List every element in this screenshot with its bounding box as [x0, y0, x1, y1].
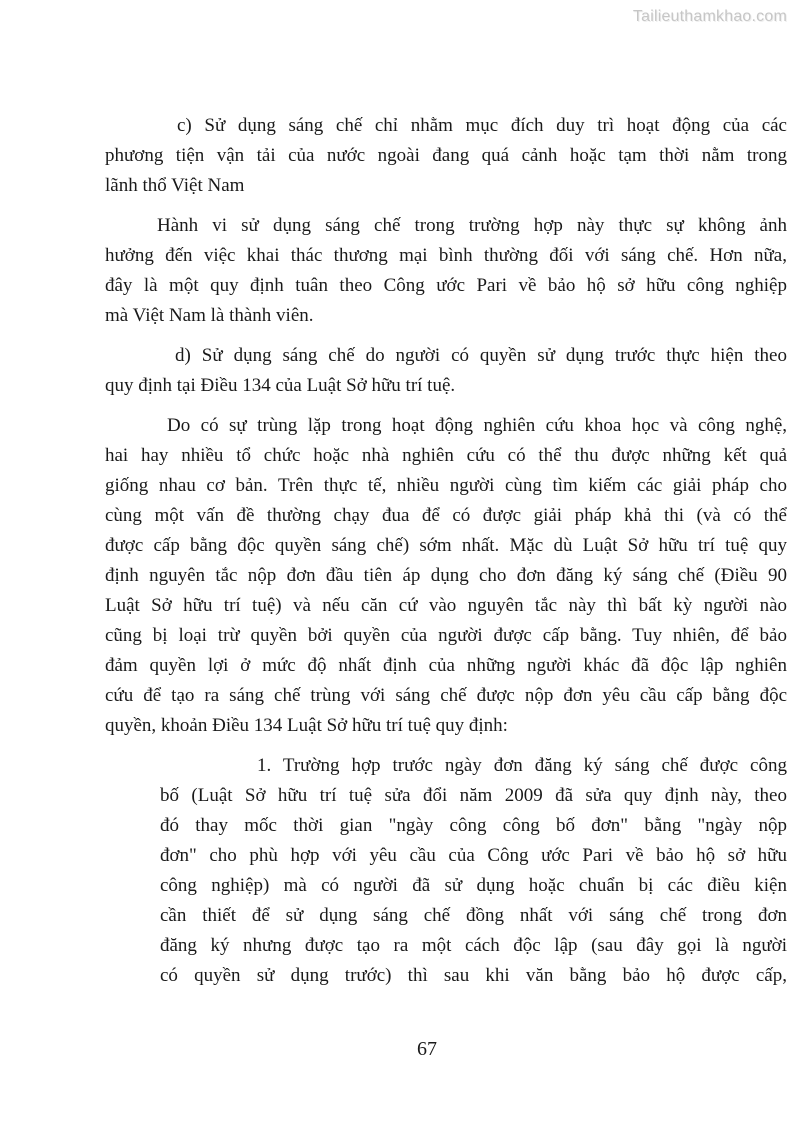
text-line: công nghiệp) mà có người đã sử dụng hoặc chuẩn bị các điều kiện [160, 875, 787, 896]
text-line: đó thay mốc thời gian "ngày công công bố đơn" bằng "ngày nộp [160, 815, 787, 836]
text-line: quyền, khoản Điều 134 Luật Sở hữu trí tuệ quy định: [105, 715, 508, 736]
body-paragraph [105, 411, 787, 741]
text-line: Hành vi sử dụng sáng chế trong trường hợp này thực sự không ảnh [157, 215, 787, 236]
text-line: cùng một vấn đề thường chạy đua để có được giải pháp khả thi (và có thể [105, 505, 787, 526]
text-line: định nguyên tắc nộp đơn đầu tiên áp dụng cho đơn đăng ký sáng chế (Điều 90 [105, 565, 787, 586]
text-line: cứu để tạo ra sáng chế trùng với sáng chế được nộp đơn yêu cầu cấp bằng độc [105, 685, 787, 706]
text-line: d) Sử dụng sáng chế do người có quyền sử dụng trước thực hiện theo [175, 345, 787, 366]
watermark-text: Tailieuthamkhao.com [632, 8, 787, 25]
body-paragraph [105, 211, 787, 331]
text-line: được cấp bằng độc quyền sáng chế) sớm nhất. Mặc dù Luật Sở hữu trí tuệ quy [105, 535, 787, 556]
document-body [105, 111, 787, 1001]
text-line: mà Việt Nam là thành viên. [105, 305, 314, 326]
text-line: đăng ký nhưng được tạo ra một cách độc lập (sau đây gọi là người [160, 935, 787, 956]
body-paragraph [105, 111, 787, 201]
text-line: cần thiết để sử dụng sáng chế đồng nhất với sáng chế trong đơn [160, 905, 787, 926]
text-line: Do có sự trùng lặp trong hoạt động nghiên cứu khoa học và công nghệ, [167, 415, 787, 436]
text-line: cũng bị loại trừ quyền bởi quyền của người được cấp bằng. Tuy nhiên, để bảo [105, 625, 787, 646]
text-line: 1. Trường hợp trước ngày đơn đăng ký sáng chế được công [257, 755, 787, 776]
text-line: giống nhau cơ bản. Trên thực tế, nhiều người cùng tìm kiếm các giải pháp cho [105, 475, 787, 496]
text-line: hai hay nhiều tổ chức hoặc nhà nghiên cứu có thể thu được những kết quả [105, 445, 787, 466]
text-line: Luật Sở hữu trí tuệ) và nếu căn cứ vào nguyên tắc này thì bất kỳ người nào [105, 595, 787, 616]
text-line: có quyền sử dụng trước) thì sau khi văn bằng bảo hộ được cấp, [160, 965, 787, 986]
text-line: c) Sử dụng sáng chế chỉ nhằm mục đích duy trì hoạt động của các [177, 115, 787, 136]
text-line: đảm quyền lợi ở mức độ nhất định của những người khác đã độc lập nghiên [105, 655, 787, 676]
text-line: đơn" cho phù hợp với yêu cầu của Công ước Pari về bảo hộ sở hữu [160, 845, 787, 866]
page-number: 67 [417, 1038, 437, 1060]
body-paragraph [105, 341, 787, 401]
text-line: lãnh thổ Việt Nam [105, 175, 245, 196]
text-line: quy định tại Điều 134 của Luật Sở hữu trí tuệ. [105, 375, 456, 396]
text-line: hưởng đến việc khai thác thương mại bình thường đối với sáng chế. Hơn nữa, [105, 245, 787, 266]
text-line: phương tiện vận tải của nước ngoài đang quá cảnh hoặc tạm thời nằm trong [105, 145, 787, 166]
blockquote-paragraph [160, 751, 787, 991]
text-line: đây là một quy định tuân theo Công ước Pari về bảo hộ sở hữu công nghiệp [105, 275, 787, 296]
text-line: bố (Luật Sở hữu trí tuệ sửa đổi năm 2009 đã sửa quy định này, theo [160, 785, 787, 806]
